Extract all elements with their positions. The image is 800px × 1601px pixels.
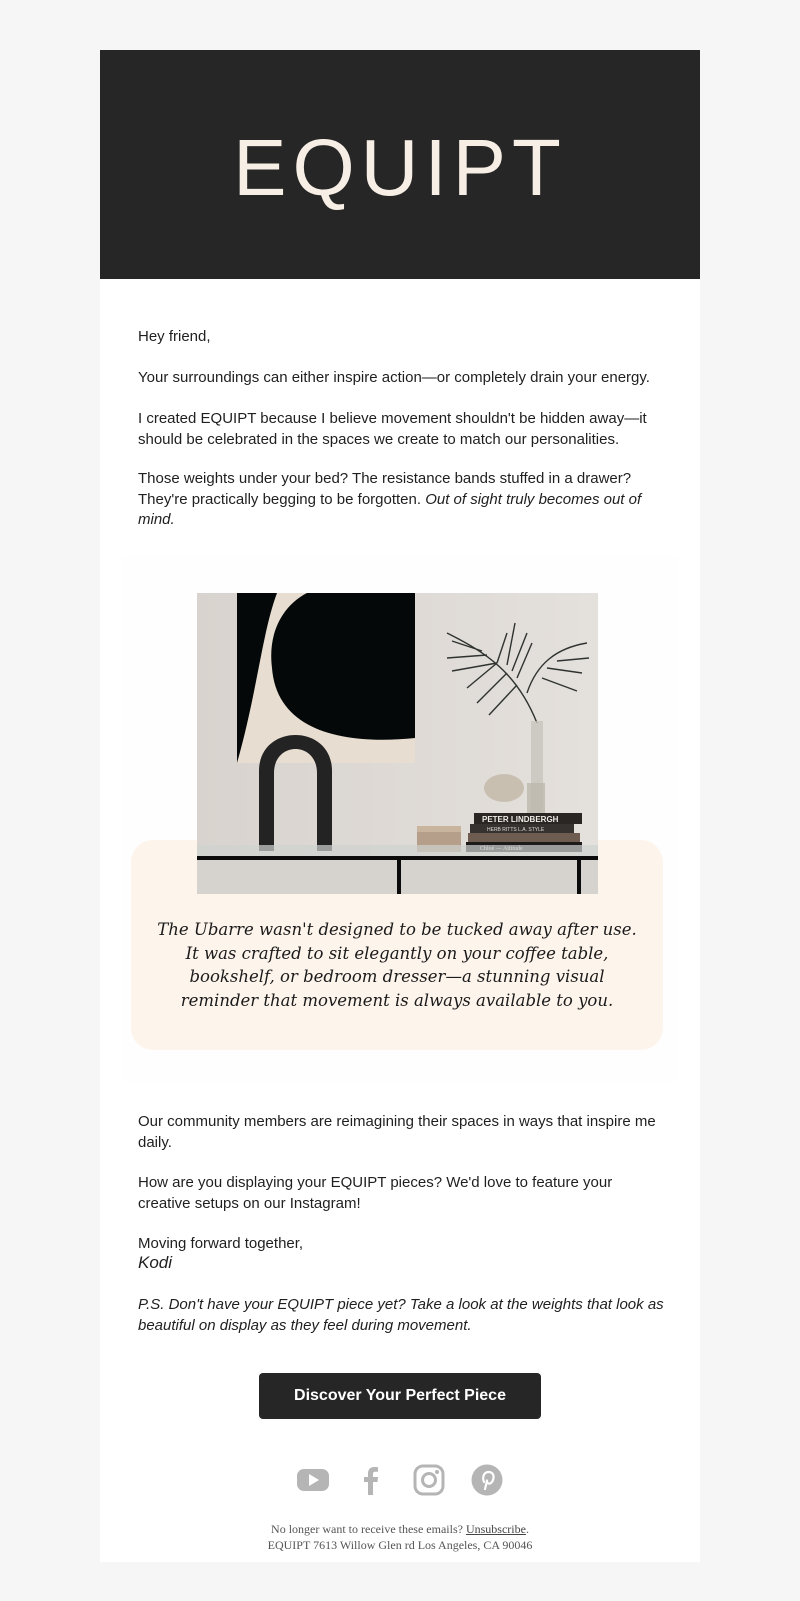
book-title-lindbergh: PETER LINDBERGH [482,815,559,824]
book-title-ritts: HERB RITTS L.A. STYLE [487,827,545,833]
paragraph-hidden-weights-italic: Out of sight truly becomes out of mind. [138,490,642,528]
paragraph-hidden-weights-text: Those weights under your bed? The resistance bands stuffed in a drawer? They're practically begging to be forgotten. [138,470,632,508]
postscript: P.S. Don't have your EQUIPT piece yet? Take a look at the weights that look as beautiful on display as they feel during movement. [138,1296,664,1334]
paragraph-hidden-weights [138,469,664,531]
email-header [100,50,700,279]
paragraph-created-equipt: I created EQUIPT because I believe movement shouldn't be hidden away—it should be celebrated in the spaces we create to match our personalities. [138,410,647,448]
ubarre-quote: The Ubarre wasn't designed to be tucked away after use. It was crafted to sit elegantly on your coffee table, bookshelf, or bedroom dresser—a stunning visual reminder that movement is always available to you. [157,920,637,1010]
signature: Kodi [138,1253,173,1272]
discover-piece-button[interactable]: Discover Your Perfect Piece [259,1373,541,1419]
unsubscribe-link[interactable]: Unsubscribe [465,1522,526,1536]
paragraph-surroundings: Your surroundings can either inspire action—or completely drain your energy. [138,369,650,386]
logo-text: EQUIPT [233,123,567,212]
ubarre-product-photo [197,593,598,894]
unsubscribe-suffix: . [525,1522,529,1536]
paragraph-community: Our community members are reimagining their spaces in ways that inspire me daily. [138,1113,656,1151]
instagram-icon[interactable] [412,1463,446,1497]
youtube-icon[interactable] [296,1463,330,1497]
unsubscribe-line [200,1522,600,1537]
pinterest-icon[interactable] [470,1463,504,1497]
company-address: EQUIPT 7613 Willow Glen rd Los Angeles, CA 90046 [267,1538,533,1552]
equipt-logo[interactable] [100,123,700,212]
paragraph-instagram: How are you displaying your EQUIPT pieces? We'd love to feature your creative setups on our Instagram! [138,1174,613,1212]
photo-illustration [197,593,598,894]
greeting: Hey friend, [138,328,211,345]
signoff: Moving forward together, [138,1235,304,1252]
facebook-icon[interactable] [354,1463,388,1497]
unsubscribe-prefix: No longer want to receive these emails? [271,1522,466,1536]
